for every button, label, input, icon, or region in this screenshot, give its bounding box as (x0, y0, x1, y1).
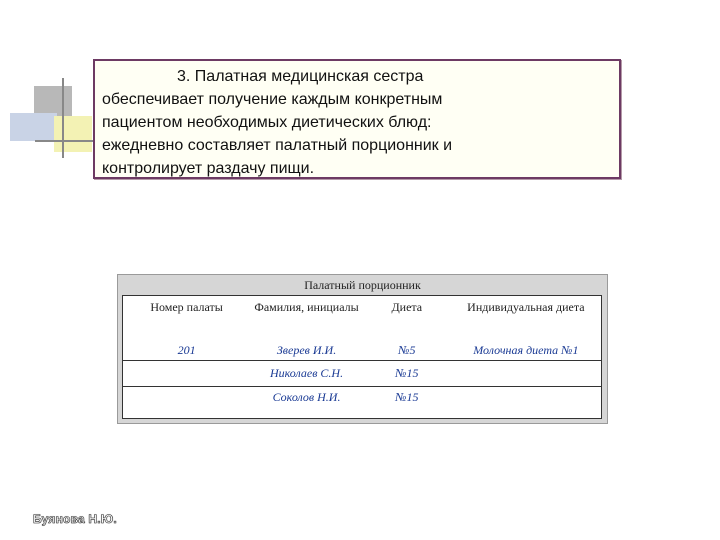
cell-name: Зверев И.И. (250, 340, 363, 361)
cell-individual (451, 361, 602, 387)
cell-diet: №15 (363, 361, 451, 387)
cell-name: Николаев С.Н. (250, 361, 363, 387)
table-title: Палатный порционник (304, 278, 421, 292)
cell-ward (123, 387, 251, 419)
cell-individual: Молочная диета №1 (451, 340, 602, 361)
header-individual-diet: Индивидуальная диета (467, 300, 585, 314)
table-row (123, 361, 602, 387)
header-diet: Диета (391, 300, 423, 314)
cell-diet: №15 (395, 390, 419, 404)
cell-ward (123, 361, 251, 387)
ward-portion-table (122, 295, 602, 419)
cell-diet: №5 (363, 340, 451, 361)
ward-portion-table-figure (117, 274, 608, 424)
decorative-blue-square (10, 113, 57, 141)
header-ward-number: Номер палаты (150, 300, 223, 314)
text-line: обеспечивает получение каждым конкретным (102, 91, 443, 108)
cell-individual (451, 387, 602, 419)
cell-ward: 201 (123, 340, 251, 361)
slide-text-box (93, 59, 621, 179)
table-row (123, 387, 602, 419)
decorative-vertical-line (62, 78, 64, 158)
text-line: пациентом необходимых диетических блюд: (102, 114, 432, 131)
text-line: контролирует раздачу пищи. (102, 160, 315, 177)
author-footer: Буянова Н.Ю. (33, 512, 117, 526)
text-line: 3. Палатная медицинская сестра (177, 68, 424, 85)
table-row (123, 340, 602, 361)
decorative-yellow-square (54, 116, 92, 152)
decorative-horizontal-line (35, 140, 100, 142)
header-name: Фамилия, инициалы (254, 300, 359, 314)
text-line: ежедневно составляет палатный порционник и (102, 137, 453, 154)
cell-name: Соколов Н.И. (272, 390, 341, 404)
table-header-row (123, 296, 602, 341)
